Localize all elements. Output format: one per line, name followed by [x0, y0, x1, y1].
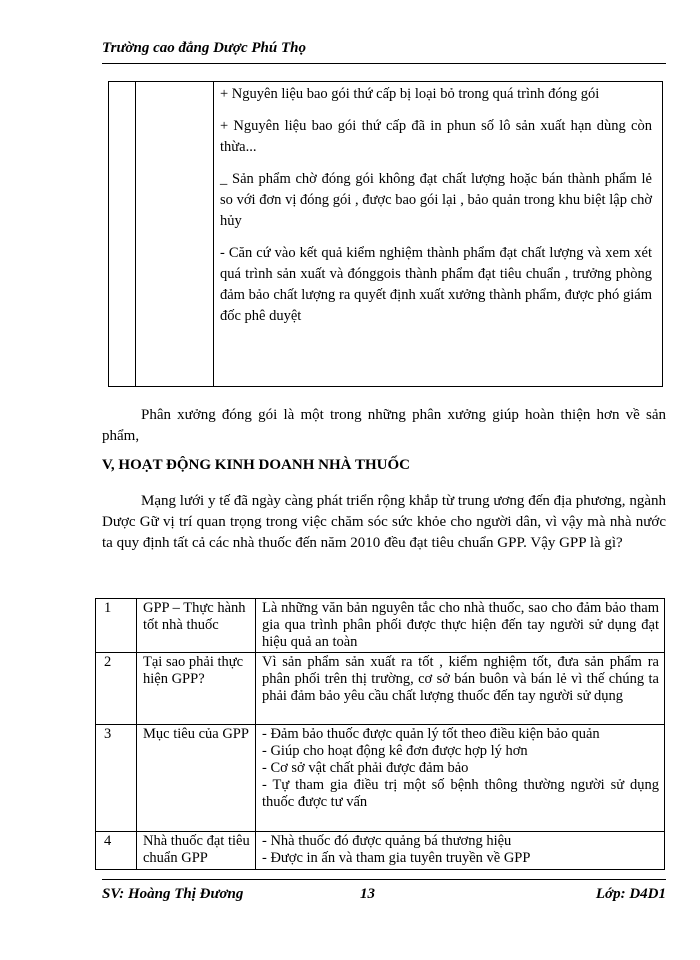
- table-row: [96, 653, 665, 725]
- answer-line: Vì sản phẩm sản xuất ra tốt , kiểm nghiệm tốt, đưa sản phẩm ra phân phối trên thị trường, cơ sở bán buôn và bán lẻ vì thế chúng ta phải đảm bảo yêu cầu chất lượng thuốc đến tay người sử dụng: [262, 654, 659, 704]
- row-number: 4: [96, 832, 137, 870]
- table-paragraph: - Căn cứ vào kết quả kiểm nghiệm thành phẩm đạt chất lượng và xem xét quá trình sản xuất và đónggois thành phẩm đạt tiêu chuẩn , trưởng phòng đảm bảo chất lượng ra quyết định xuất xưởng thành phẩm, được phó giám đốc phê duyệt: [220, 245, 652, 324]
- row-question: Nhà thuốc đạt tiêu chuẩn GPP: [137, 832, 256, 870]
- row-answer: [256, 653, 665, 725]
- answer-line: - Giúp cho hoạt động kê đơn được hợp lý hơn: [262, 743, 528, 759]
- table-column-item: [135, 82, 214, 386]
- table-row: [96, 725, 665, 832]
- section-heading: V, HOẠT ĐỘNG KINH DOANH NHÀ THUỐC: [102, 457, 410, 473]
- row-question: Mục tiêu của GPP: [137, 725, 256, 832]
- table-paragraph: + Nguyên liệu bao gói thứ cấp bị loại bỏ trong quá trình đóng gói: [220, 86, 600, 102]
- body-paragraph-pharmacy: Mạng lưới y tế đã ngày càng phát triển rộng khắp từ trung ương đến địa phương, ngành Dược Gữ vị trí quan trọng trong việc chăm sóc sức khỏe cho người dân, vì vậy mà nhà nước ta quy định tất cả các nhà thuốc đến năm 2010 đều đạt tiêu chuẩn GPP. Vậy GPP là gì?: [102, 493, 666, 551]
- row-number: 2: [96, 653, 137, 725]
- row-answer: [256, 832, 665, 870]
- table-row: [96, 599, 665, 653]
- row-question: GPP – Thực hành tốt nhà thuốc: [137, 599, 256, 653]
- row-question: Tại sao phải thực hiện GPP?: [137, 653, 256, 725]
- table-column-content: [213, 82, 662, 386]
- row-number: 3: [96, 725, 137, 832]
- row-answer: [256, 725, 665, 832]
- continuation-table: [108, 81, 663, 387]
- page-header-title: Trường cao đẳng Dược Phú Thọ: [102, 40, 306, 56]
- answer-line: - Tự tham gia điều trị một số bệnh thông thường người sử dụng thuốc được tư vấn: [262, 777, 659, 810]
- row-number: 1: [96, 599, 137, 653]
- answer-line: - Đảm bảo thuốc được quản lý tốt theo điều kiện bảo quản: [262, 726, 600, 742]
- gpp-table: [95, 598, 665, 870]
- answer-line: - Nhà thuốc đó được quảng bá thương hiệu: [262, 833, 512, 849]
- answer-line: - Được in ấn và tham gia tuyên truyền về GPP: [262, 850, 531, 866]
- table-paragraph: + Nguyên liệu bao gói thứ cấp đã in phun số lô sản xuất hạn dùng còn thừa...: [220, 118, 652, 155]
- footer-class-label: Lớp: D4D1: [595, 886, 666, 902]
- answer-line: Là những văn bản nguyên tắc cho nhà thuốc, sao cho đảm bảo tham gia qua trình phân phối được thực hiện đến tay người sử dụng đạt hiệu quả an toàn: [262, 600, 659, 650]
- header-rule: [102, 63, 666, 64]
- answer-line: - Cơ sở vật chất phải được đảm bảo: [262, 760, 469, 776]
- footer-student-name: SV: Hoàng Thị Đương: [102, 886, 244, 902]
- footer-rule: [102, 879, 666, 880]
- row-answer: [256, 599, 665, 653]
- table-column-number: [109, 82, 136, 386]
- footer-page-number: 13: [360, 886, 375, 902]
- body-paragraph-packaging: Phân xưởng đóng gói là một trong những phân xưởng giúp hoàn thiện hơn về sản phẩm,: [102, 407, 666, 444]
- table-paragraph: _ Sản phẩm chờ đóng gói không đạt chất lượng hoặc bán thành phẩm lẻ so với đơn vị đóng gói , được bao gói lại , bảo quản trong khu biệt lập chờ hủy: [220, 171, 652, 229]
- table-row: [96, 832, 665, 870]
